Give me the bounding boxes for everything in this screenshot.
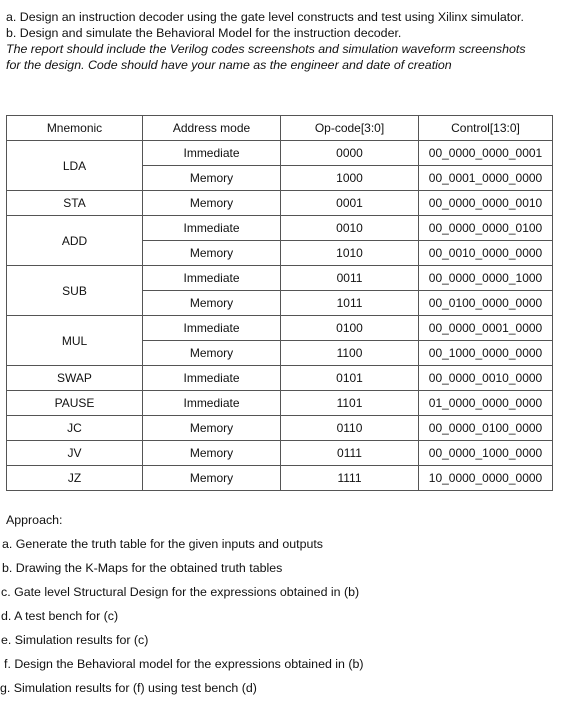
control-cell: 00_0100_0000_0000 — [419, 291, 553, 316]
opcode-cell: 0100 — [281, 316, 419, 341]
approach-step: d. A test bench for (c) — [1, 609, 119, 623]
opcode-cell: 0000 — [281, 141, 419, 166]
mnemonic-cell: MUL — [7, 316, 143, 366]
opcode-cell: 0110 — [281, 416, 419, 441]
opcode-cell: 0001 — [281, 191, 419, 216]
assignment-intro — [6, 9, 578, 73]
address-mode-cell: Immediate — [143, 141, 281, 166]
opcode-cell: 1010 — [281, 241, 419, 266]
opcode-cell: 1101 — [281, 391, 419, 416]
opcode-cell: 0010 — [281, 216, 419, 241]
control-cell: 00_0000_0001_0000 — [419, 316, 553, 341]
instruction-decoder-table — [6, 115, 553, 491]
control-cell: 01_0000_0000_0000 — [419, 391, 553, 416]
mnemonic-cell: STA — [7, 191, 143, 216]
address-mode-cell: Memory — [143, 466, 281, 491]
control-cell: 00_0000_0000_0001 — [419, 141, 553, 166]
control-cell: 00_1000_0000_0000 — [419, 341, 553, 366]
table-header-row — [7, 116, 553, 141]
mnemonic-cell: SUB — [7, 266, 143, 316]
approach-step: g. Simulation results for (f) using test bench (d) — [0, 681, 257, 695]
table-row — [7, 466, 553, 491]
control-cell: 00_0000_0000_0100 — [419, 216, 553, 241]
table-row — [7, 316, 553, 341]
approach-step: b. Drawing the K-Maps for the obtained truth tables — [2, 561, 283, 575]
table-row — [7, 366, 553, 391]
address-mode-cell: Memory — [143, 291, 281, 316]
opcode-cell: 0111 — [281, 441, 419, 466]
header-mnemonic: Mnemonic — [7, 116, 143, 141]
control-cell: 10_0000_0000_0000 — [419, 466, 553, 491]
address-mode-cell: Immediate — [143, 366, 281, 391]
mnemonic-cell: SWAP — [7, 366, 143, 391]
address-mode-cell: Memory — [143, 166, 281, 191]
address-mode-cell: Memory — [143, 341, 281, 366]
address-mode-cell: Memory — [143, 241, 281, 266]
approach-step: c. Gate level Structural Design for the expressions obtained in (b) — [1, 585, 360, 599]
mnemonic-cell: PAUSE — [7, 391, 143, 416]
approach-step: f. Design the Behavioral model for the expressions obtained in (b) — [4, 657, 364, 671]
mnemonic-cell: JC — [7, 416, 143, 441]
opcode-cell: 1111 — [281, 466, 419, 491]
address-mode-cell: Immediate — [143, 216, 281, 241]
mnemonic-cell: ADD — [7, 216, 143, 266]
control-cell: 00_0010_0000_0000 — [419, 241, 553, 266]
control-cell: 00_0000_0010_0000 — [419, 366, 553, 391]
address-mode-cell: Immediate — [143, 316, 281, 341]
table-row — [7, 266, 553, 291]
control-cell: 00_0000_0100_0000 — [419, 416, 553, 441]
header-address-mode: Address mode — [143, 116, 281, 141]
address-mode-cell: Memory — [143, 191, 281, 216]
approach-heading: Approach: — [6, 513, 63, 527]
control-cell: 00_0000_0000_0010 — [419, 191, 553, 216]
approach-step: a. Generate the truth table for the given inputs and outputs — [2, 537, 323, 551]
address-mode-cell: Memory — [143, 441, 281, 466]
mnemonic-cell: JZ — [7, 466, 143, 491]
table-row — [7, 191, 553, 216]
control-cell: 00_0000_0000_1000 — [419, 266, 553, 291]
opcode-cell: 1000 — [281, 166, 419, 191]
opcode-cell: 1100 — [281, 341, 419, 366]
control-cell: 00_0001_0000_0000 — [419, 166, 553, 191]
mnemonic-cell: LDA — [7, 141, 143, 191]
mnemonic-cell: JV — [7, 441, 143, 466]
control-cell: 00_0000_1000_0000 — [419, 441, 553, 466]
table-row — [7, 141, 553, 166]
intro-line-c: The report should include the Verilog codes screenshots and simulation waveform screenshots — [6, 42, 526, 56]
table-row — [7, 416, 553, 441]
intro-line-a: a. Design an instruction decoder using the gate level constructs and test using Xilinx simulator. — [6, 10, 524, 24]
approach-section — [0, 512, 584, 704]
table-row — [7, 216, 553, 241]
opcode-cell: 0101 — [281, 366, 419, 391]
header-opcode: Op-code[3:0] — [281, 116, 419, 141]
address-mode-cell: Immediate — [143, 391, 281, 416]
opcode-cell: 0011 — [281, 266, 419, 291]
header-control: Control[13:0] — [419, 116, 553, 141]
address-mode-cell: Memory — [143, 416, 281, 441]
opcode-cell: 1011 — [281, 291, 419, 316]
address-mode-cell: Immediate — [143, 266, 281, 291]
intro-line-d: for the design. Code should have your name as the engineer and date of creation — [6, 58, 452, 72]
table-row — [7, 441, 553, 466]
intro-line-b: b. Design and simulate the Behavioral Model for the instruction decoder. — [6, 26, 402, 40]
table-row — [7, 391, 553, 416]
approach-step: e. Simulation results for (c) — [1, 633, 149, 647]
